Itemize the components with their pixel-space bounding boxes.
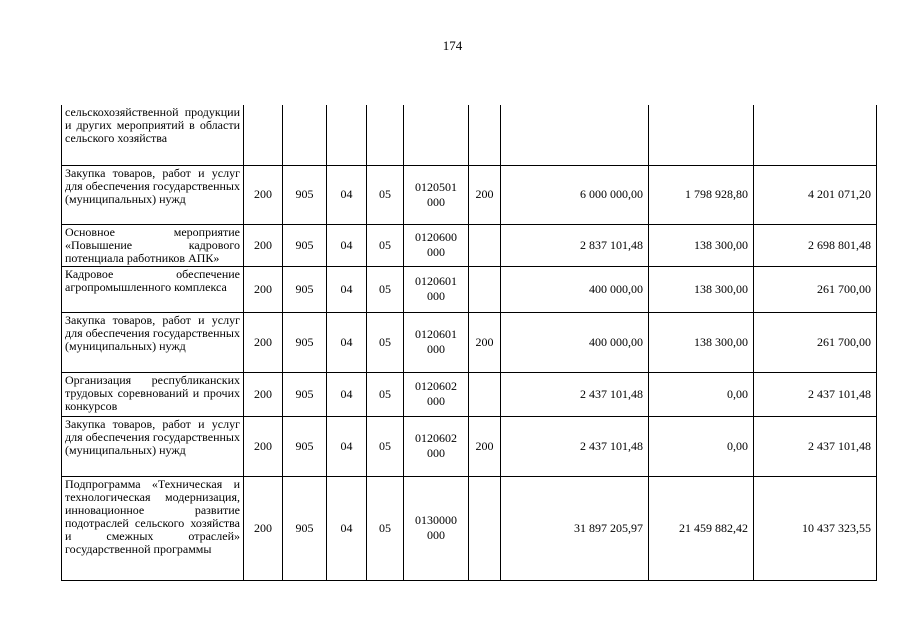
cell-amount-1 [501, 105, 649, 165]
cell-code-d: 05 [367, 224, 404, 266]
row-name: сельскохозяйственной продукции и других мероприятий в области сельского хозяйства [62, 105, 244, 165]
table-row [62, 416, 877, 476]
cell-amount-3 [754, 105, 877, 165]
row-name: Подпрограмма «Техническая и технологическая модернизация, инновационное развитие подотраслей сельского хозяйства и смежных отраслей» государственной программы [62, 476, 244, 580]
row-name: Кадровое обеспечение агропромышленного комплекса [62, 266, 244, 312]
cell-code-a: 200 [244, 476, 283, 580]
target-code-part1: 0120601 [415, 327, 457, 341]
table-row [62, 105, 877, 165]
table-row [62, 372, 877, 416]
cell-amount-3: 2 698 801,48 [754, 224, 877, 266]
cell-amount-1: 31 897 205,97 [501, 476, 649, 580]
cell-amount-3: 4 201 071,20 [754, 165, 877, 224]
cell-code-c: 04 [327, 224, 367, 266]
target-code-part2: 000 [427, 528, 445, 542]
cell-code-d: 05 [367, 372, 404, 416]
row-name: Организация республиканских трудовых соревнований и прочих конкурсов [62, 372, 244, 416]
row-name: Закупка товаров, работ и услуг для обеспечения государственных (муниципальных) нужд [62, 312, 244, 372]
cell-code-d: 05 [367, 312, 404, 372]
cell-amount-2: 1 798 928,80 [649, 165, 754, 224]
target-code-part2: 000 [427, 446, 445, 460]
target-code-part1: 0120600 [415, 230, 457, 244]
cell-target-code [404, 312, 469, 372]
target-code-part2: 000 [427, 194, 445, 209]
cell-code-c [327, 105, 367, 165]
table-body [62, 105, 877, 580]
cell-amount-1: 400 000,00 [501, 312, 649, 372]
target-code-part1: 0130000 [415, 513, 457, 527]
cell-expense-type [469, 224, 501, 266]
cell-code-b: 905 [283, 476, 327, 580]
cell-target-code [404, 224, 469, 266]
table-row [62, 224, 877, 266]
cell-code-a: 200 [244, 165, 283, 224]
target-code-part2: 000 [427, 394, 445, 408]
cell-code-c: 04 [327, 416, 367, 476]
row-name: Закупка товаров, работ и услуг для обеспечения государственных (муниципальных) нужд [62, 416, 244, 476]
target-code-part2: 000 [427, 289, 445, 303]
cell-amount-2 [649, 105, 754, 165]
cell-code-a: 200 [244, 312, 283, 372]
cell-amount-1: 6 000 000,00 [501, 165, 649, 224]
cell-code-c: 04 [327, 476, 367, 580]
target-code-part2: 000 [427, 342, 445, 356]
cell-target-code [404, 266, 469, 312]
table-row [62, 312, 877, 372]
cell-code-a: 200 [244, 266, 283, 312]
cell-amount-2: 0,00 [649, 416, 754, 476]
budget-table [61, 105, 877, 581]
table-row [62, 476, 877, 580]
row-name: Основное мероприятие «Повышение кадрового потенциала работников АПК» [62, 224, 244, 266]
cell-target-code [404, 416, 469, 476]
cell-code-a: 200 [244, 372, 283, 416]
cell-amount-3: 261 700,00 [754, 266, 877, 312]
cell-expense-type [469, 105, 501, 165]
cell-amount-2: 21 459 882,42 [649, 476, 754, 580]
cell-amount-1: 2 437 101,48 [501, 416, 649, 476]
cell-amount-3: 2 437 101,48 [754, 416, 877, 476]
page-number: 174 [442, 38, 463, 53]
cell-amount-2: 138 300,00 [649, 312, 754, 372]
cell-code-b: 905 [283, 224, 327, 266]
cell-code-a: 200 [244, 416, 283, 476]
cell-code-c: 04 [327, 312, 367, 372]
cell-code-b: 905 [283, 266, 327, 312]
cell-amount-1: 400 000,00 [501, 266, 649, 312]
cell-expense-type: 200 [469, 165, 501, 224]
row-name: Закупка товаров, работ и услуг для обеспечения государственных (муниципальных) нужд [62, 165, 244, 224]
cell-amount-2: 138 300,00 [649, 266, 754, 312]
target-code-part2: 000 [427, 245, 445, 259]
cell-code-c: 04 [327, 266, 367, 312]
cell-amount-3: 10 437 323,55 [754, 476, 877, 580]
cell-target-code [404, 476, 469, 580]
cell-code-b: 905 [283, 165, 327, 224]
target-code-part1: 0120602 [415, 379, 457, 393]
cell-expense-type: 200 [469, 416, 501, 476]
cell-expense-type [469, 266, 501, 312]
cell-target-code [404, 105, 469, 165]
cell-amount-2: 0,00 [649, 372, 754, 416]
cell-amount-2: 138 300,00 [649, 224, 754, 266]
cell-code-b: 905 [283, 372, 327, 416]
cell-amount-3: 261 700,00 [754, 312, 877, 372]
cell-code-d: 05 [367, 165, 404, 224]
cell-code-a: 200 [244, 224, 283, 266]
cell-amount-1: 2 437 101,48 [501, 372, 649, 416]
cell-expense-type: 200 [469, 312, 501, 372]
cell-code-a [244, 105, 283, 165]
cell-code-d: 05 [367, 266, 404, 312]
table-row [62, 266, 877, 312]
cell-code-b [283, 105, 327, 165]
cell-code-b: 905 [283, 416, 327, 476]
cell-expense-type [469, 372, 501, 416]
cell-amount-1: 2 837 101,48 [501, 224, 649, 266]
target-code-part1: 0120601 [415, 274, 457, 288]
cell-amount-3: 2 437 101,48 [754, 372, 877, 416]
cell-code-c: 04 [327, 165, 367, 224]
cell-code-d: 05 [367, 416, 404, 476]
cell-code-c: 04 [327, 372, 367, 416]
cell-code-d: 05 [367, 476, 404, 580]
cell-expense-type [469, 476, 501, 580]
cell-code-d [367, 105, 404, 165]
cell-target-code [404, 165, 469, 224]
table-row [62, 165, 877, 224]
target-code-part1: 0120501 [415, 179, 457, 194]
cell-target-code [404, 372, 469, 416]
cell-code-b: 905 [283, 312, 327, 372]
target-code-part1: 0120602 [415, 431, 457, 445]
